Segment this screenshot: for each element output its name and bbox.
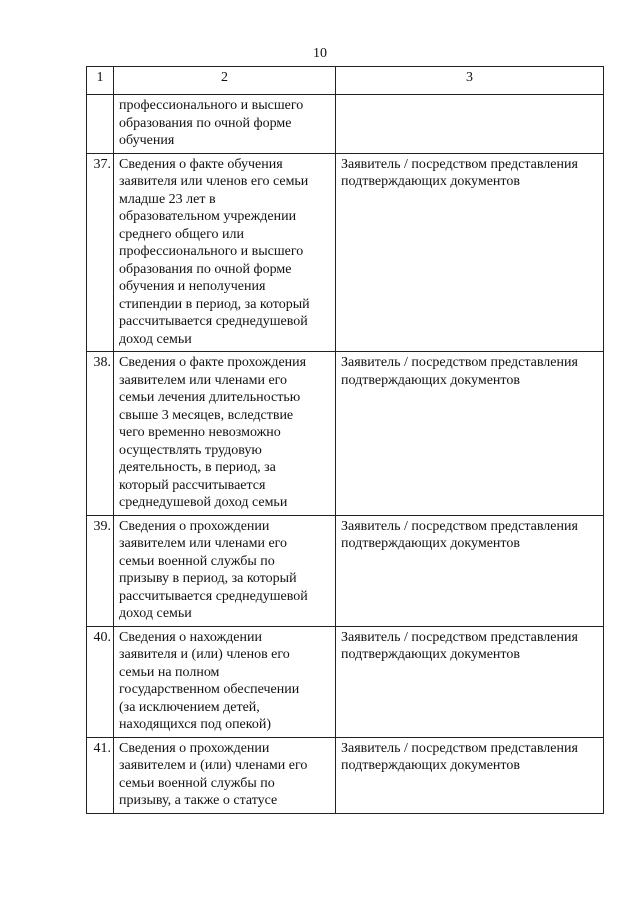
description-line: образовательном учреждении: [119, 209, 297, 224]
description-line: заявителем или членами его: [119, 372, 288, 388]
description-line: свыше 3 месяцев, вследствие: [119, 407, 294, 423]
row-number-cell: 40.: [87, 626, 114, 737]
source-line: подтверждающих документов: [341, 174, 520, 189]
table-row: [87, 515, 604, 626]
row-number-cell: 41.: [87, 737, 114, 813]
source-line: подтверждающих документов: [341, 758, 520, 773]
row-source-cell: [336, 352, 604, 516]
description-line: рассчитывается среднедушевой: [119, 588, 308, 604]
description-line: семьи военной службы по: [119, 775, 275, 791]
description-line: заявителем или членами его: [119, 536, 288, 551]
source-line: подтверждающих документов: [341, 647, 520, 662]
description-line: профессионального и высшего: [119, 244, 304, 259]
description-line: осуществлять трудовую: [119, 442, 262, 458]
source-line: Заявитель / посредством представления: [341, 156, 578, 172]
description-line: доход семьи: [119, 331, 192, 347]
description-line: обучения и неполучения: [119, 279, 266, 294]
page-number: 10: [313, 46, 327, 61]
source-line: подтверждающих документов: [341, 536, 520, 551]
row-description-cell: [114, 737, 336, 813]
description-line: образования по очной форме: [119, 261, 292, 277]
description-line: Сведения о прохождении: [119, 518, 270, 534]
row-source-cell: [336, 515, 604, 626]
description-line: семьи лечения длительностью: [119, 390, 301, 405]
description-line: призыву, а также о статусе: [119, 793, 278, 808]
table-row-continuation: [87, 95, 604, 154]
source-line: Заявитель / посредством представления: [341, 355, 578, 370]
header-cell-col2: 2: [114, 67, 336, 95]
description-line: который рассчитывается: [119, 477, 266, 493]
description-line: Сведения о прохождении: [119, 740, 270, 756]
row-source-cell: [336, 153, 604, 352]
header-cell-col3: 3: [336, 67, 604, 95]
description-line: доход семьи: [119, 606, 192, 621]
table-row: [87, 626, 604, 737]
table-row: [87, 737, 604, 813]
table-header-row: [87, 67, 604, 95]
description-line: среднего общего или: [119, 226, 244, 242]
row-description-cell: [114, 95, 336, 154]
table-body: [87, 67, 604, 814]
row-description-cell: [114, 515, 336, 626]
row-description-cell: [114, 352, 336, 516]
description-line: семьи на полном: [119, 664, 220, 680]
row-number-cell: 39.: [87, 515, 114, 626]
source-line: Заявитель / посредством представления: [341, 629, 578, 645]
description-line: государственном обеспечении: [119, 682, 300, 697]
description-line: Сведения о факте обучения: [119, 156, 283, 172]
row-source-cell: [336, 737, 604, 813]
description-line: среднедушевой доход семьи: [119, 495, 288, 510]
row-description-cell: [114, 626, 336, 737]
description-line: семьи военной службы по: [119, 553, 275, 569]
description-line: чего временно невозможно: [119, 425, 281, 440]
description-line: заявителя или членов его семьи: [119, 174, 309, 189]
description-line: Сведения о факте прохождения: [119, 355, 307, 370]
description-line: находящихся под опекой): [119, 717, 272, 732]
row-number-cell: 38.: [87, 352, 114, 516]
description-line: призыву в период, за который: [119, 571, 297, 586]
description-line: деятельность, в период, за: [119, 460, 276, 475]
source-line: Заявитель / посредством представления: [341, 518, 578, 534]
description-line: (за исключением детей,: [119, 699, 260, 715]
description-line: рассчитывается среднедушевой: [119, 314, 308, 329]
source-line: Заявитель / посредством представления: [341, 740, 578, 756]
description-line: образования по очной форме: [119, 115, 292, 131]
row-number-cell: 37.: [87, 153, 114, 352]
description-line: заявителем и (или) членами его: [119, 758, 308, 773]
description-line: профессионального и высшего: [119, 98, 304, 113]
row-source-cell: [336, 626, 604, 737]
description-line: Сведения о нахождении: [119, 629, 262, 645]
row-number-cell: [87, 95, 114, 154]
header-cell-col1: 1: [87, 67, 114, 95]
description-line: заявителя и (или) членов его: [119, 647, 290, 662]
description-line: обучения: [119, 133, 175, 148]
description-line: младше 23 лет в: [119, 191, 216, 207]
document-table: [86, 66, 604, 814]
description-line: стипендии в период, за который: [119, 296, 310, 312]
row-description-cell: [114, 153, 336, 352]
table-row: [87, 153, 604, 352]
source-line: подтверждающих документов: [341, 372, 520, 388]
row-source-cell: [336, 95, 604, 154]
table-row: [87, 352, 604, 516]
